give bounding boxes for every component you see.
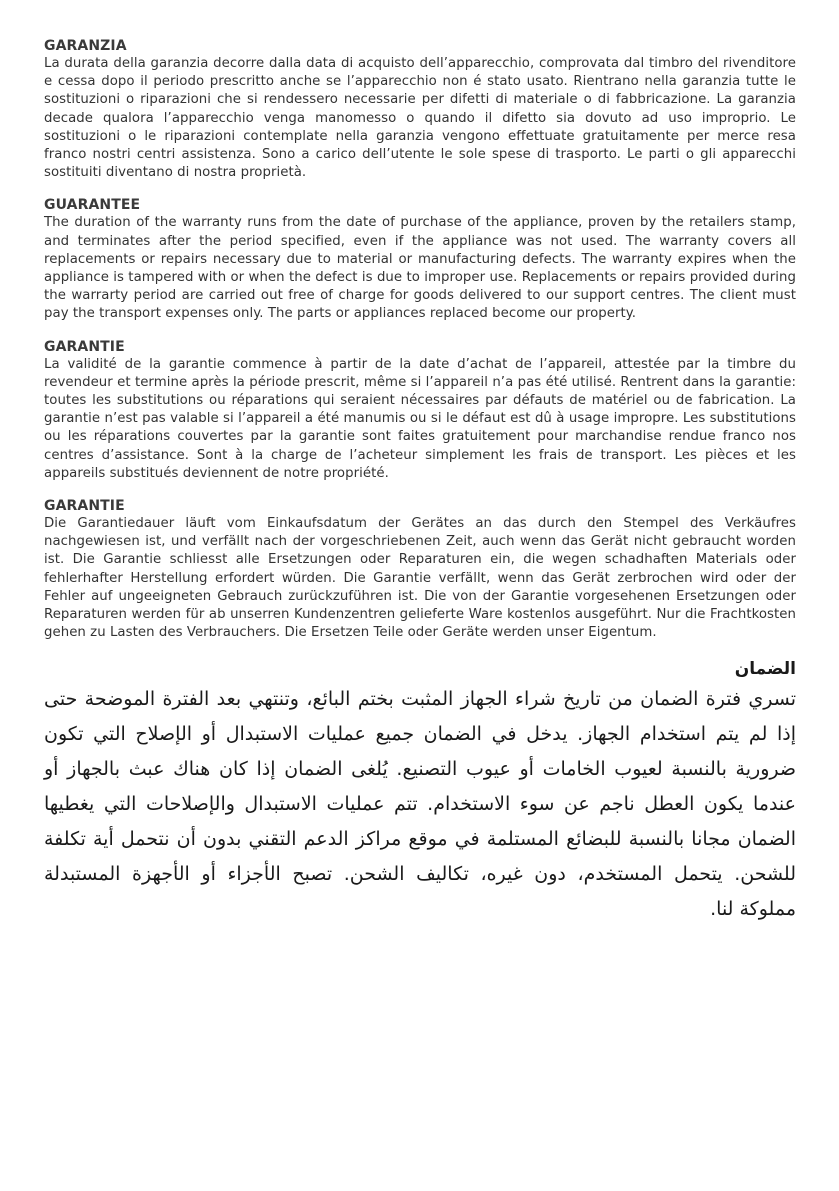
warranty-section-english: [44, 196, 796, 323]
section-body: The duration of the warranty runs from the date of purchase of the appliance, proven by the retailers stamp, and terminates after the period specified, even if the appliance was not used. The warranty covers all replacements or repairs necessary due to material or manufacturing defects. The warranty expires when the appliance is tampered with or when the defect is due to improper use. Replacements or repairs provided during the warrarty period are carried out free of charge for goods delivered to our support centres. The client must pay the transport expenses only. The parts or appliances replaced become our property.: [44, 215, 796, 322]
section-heading: GARANTIE: [44, 498, 125, 515]
warranty-section-german: [44, 497, 796, 642]
section-heading: الضمان: [734, 659, 796, 680]
warranty-page: [44, 37, 796, 941]
section-heading: GARANTIE: [44, 338, 125, 355]
warranty-section-italian: [44, 37, 796, 182]
section-body: La validité de la garantie commence à partir de la date d’achat de l’appareil, attestée par la timbre du revendeur et termine après la période prescrit, même si l’appareil n’a pas été utilisé. Rentrent dans la garantie: toutes les substitutions ou réparations qui seraient nécessaires par défauts de matériel ou de fabrication. La garantie n’est pas valable si l’appareil a été manumis ou si le défaut est dû à usage impropre. Les substitutions ou les réparations couvertes par la garantie sont faites gratuitement pour marchandise rendue franco nos centres d’assistance. Sont à la charge de l’acheteur simplement les frais de transport. Les pièces et les appareils substitués deviennent de notre propriété.: [44, 356, 796, 481]
section-body: تسري فترة الضمان من تاريخ شراء الجهاز المثبت بختم البائع، وتنتهي بعد الفترة الموضحة حتى إذا لم يتم استخدام الجهاز. يدخل في الضمان جميع عمليات الاستبدال أو الإصلاح التي تكون ضرورية بالنسبة لعيوب الخامات أو عيوب التصنيع. يُلغى الضمان إذا كان هناك عبث بالجهاز أو عندما يكون العطل ناجم عن سوء الاستخدام. تتم عمليات الاستبدال والإصلاحات التي يغطيها الضمان مجانا بالنسبة للبضائع المستلمة في موقع مراكز الدعم التقني بدون أن نتحمل أية تكلفة للشحن. يتحمل المستخدم، دون غيره، تكاليف الشحن. تصبح الأجزاء أو الأجهزة المستبدلة مملوكة لنا.: [44, 688, 796, 921]
warranty-section-french: [44, 338, 796, 483]
section-heading: GUARANTEE: [44, 197, 141, 214]
section-body: Die Garantiedauer läuft vom Einkaufsdatum der Gerätes an das durch den Stempel des Verkäufres nachgewiesen ist, und verfällt nach der vorgeschriebenen Zeit, auch wenn das Gerät nicht gebraucht worden ist. Die Garantie schliesst alle Ersetzungen oder Reparaturen ein, die wegen schadhaften Materials oder fehlerhafter Herstellung erfordert würden. Die Garantie verfällt, wenn das Gerät zerbrochen wird oder der Fehler auf ungeeigneten Gebrauch zurückzuführen ist. Die von der Garantie vorgesehenen Ersetzungen oder Reparaturen werden für ab unserren Kundenzentren gelieferte Ware kostenlos ausgeführt. Nur die Frachtkosten gehen zu Lasten des Verbrauchers. Die Ersetzen Teile oder Geräte werden unser Eigentum.: [44, 516, 796, 641]
warranty-section-arabic: [44, 656, 796, 927]
section-heading: GARANZIA: [44, 38, 127, 54]
section-body: La durata della garanzia decorre dalla data di acquisto dell’apparecchio, comprovata dal timbro del rivenditore e cessa dopo il periodo prescritto anche se l’apparecchio non é stato usato. Rientrano nella garanzia tutte le sostituzioni o riparazioni che si rendessero necessarie per difetti di materiale o di fabbricazione. La garanzia decade qualora l’apparecchio venga manomesso o quando il difetto sia dovuto ad uso improprio. Le sostituzioni o le riparazioni contemplate nella garanzia vengono effettuate gratuitamente per merce resa franco nostri centri assistenza. Sono a carico dell’utente le sole spese di trasporto. Le parti o gli apparecchi sostituiti diventano di nostra proprietà.: [44, 56, 796, 181]
